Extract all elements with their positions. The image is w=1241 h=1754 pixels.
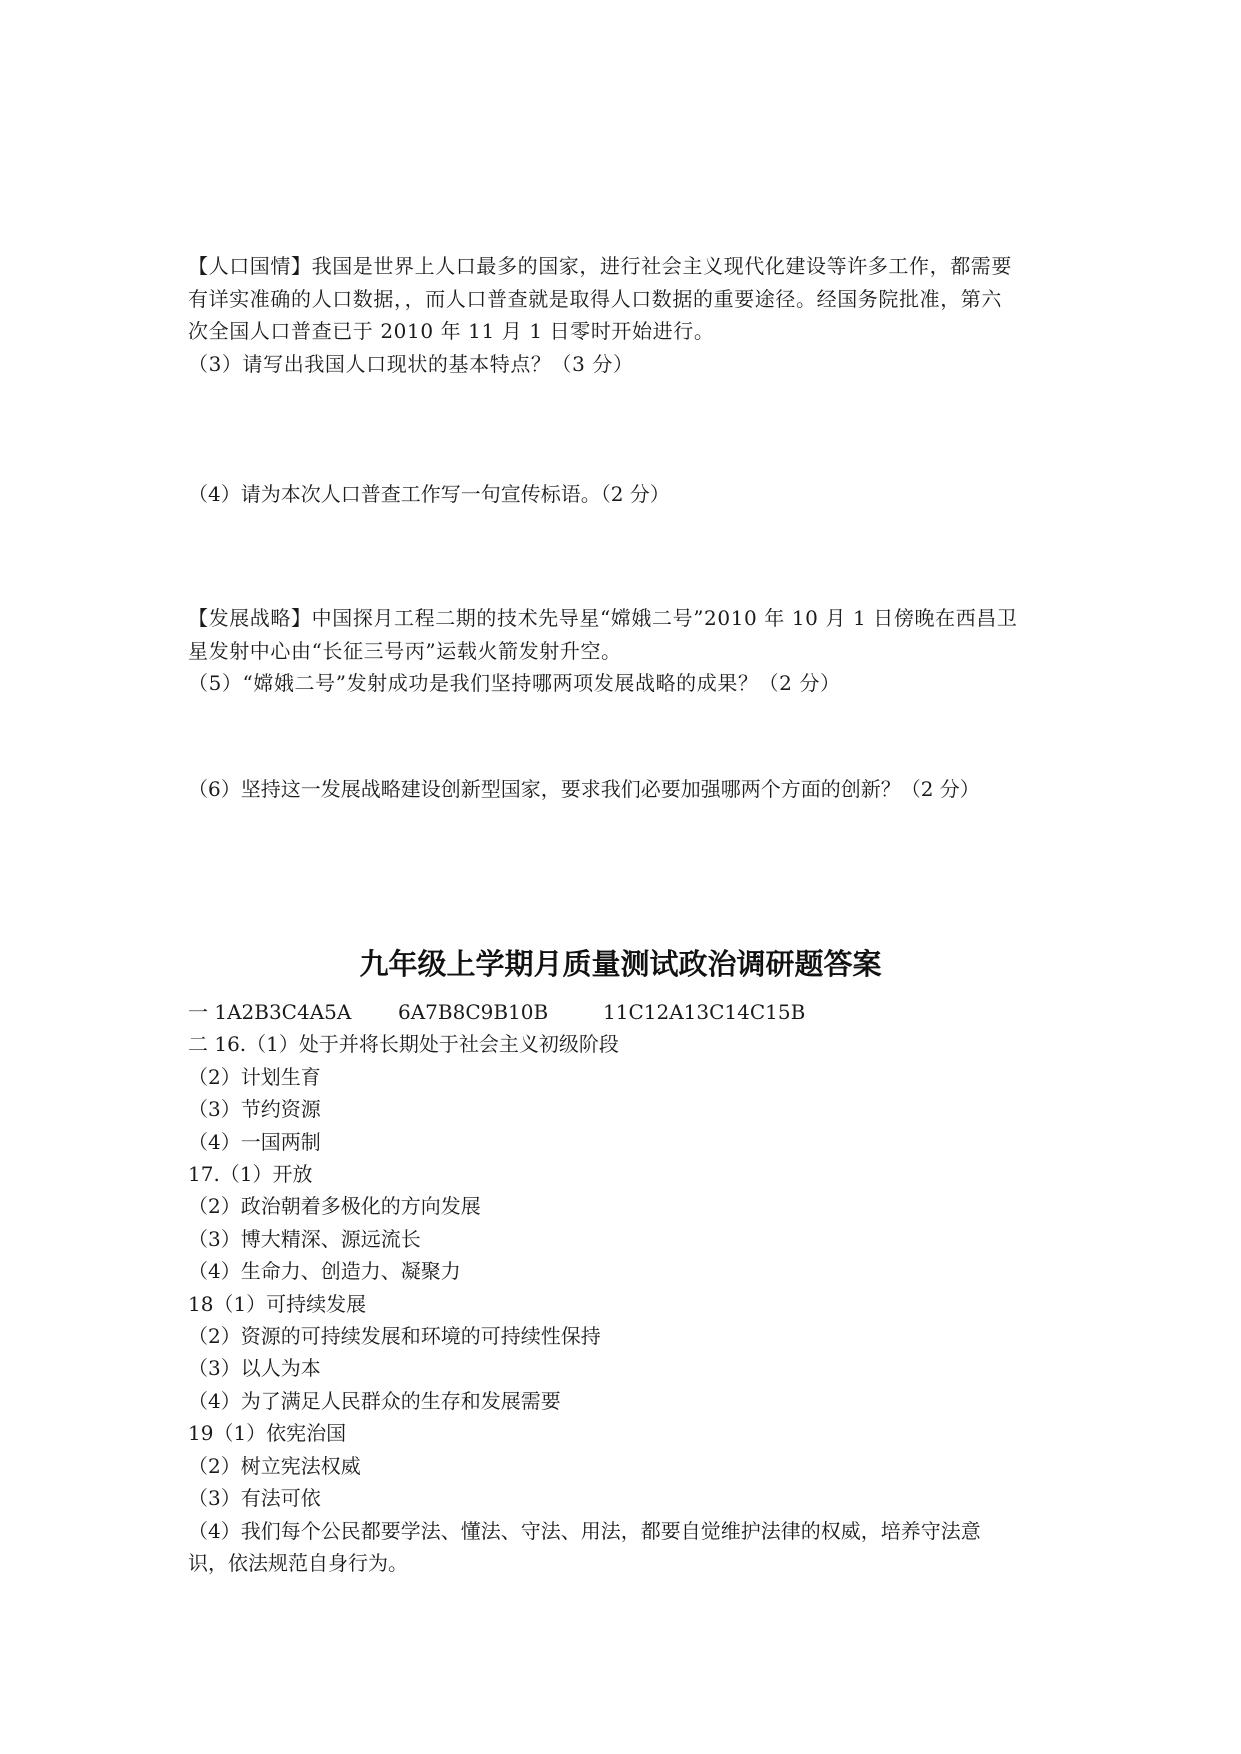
- answer-line: （4）生命力、创造力、凝聚力: [188, 1259, 461, 1284]
- answer-line: （4）一国两制: [188, 1129, 321, 1154]
- question-5: （5）“嫦娥二号”发射成功是我们坚持哪两项发展战略的成果？（2 分）: [188, 671, 841, 695]
- answer-line: （3）以人为本: [188, 1356, 321, 1381]
- answer-line: 二 16.（1）处于并将长期处于社会主义初级阶段: [188, 1032, 619, 1057]
- answer-line: （2）资源的可持续发展和环境的可持续性保持: [188, 1324, 601, 1349]
- answer-line: （2）树立宪法权威: [188, 1453, 361, 1478]
- answer-line: （3）节约资源: [188, 1097, 321, 1122]
- answer-section: [188, 996, 1068, 1579]
- answer-line: 19（1）依宪治国: [188, 1421, 347, 1446]
- population-material: [188, 250, 1058, 380]
- answer-line: （3）有法可依: [188, 1486, 321, 1511]
- mc-group-2: 6A7B8C9B10B: [398, 1000, 549, 1024]
- question-6: （6）坚持这一发展战略建设创新型国家，要求我们必要加强哪两个方面的创新？（2 分）: [188, 777, 980, 801]
- answer-line: （4）为了满足人民群众的生存和发展需要: [188, 1388, 561, 1413]
- answer-line: 识，依法规范自身行为。: [188, 1550, 408, 1575]
- answer-title: 九年级上学期月质量测试政治调研题答案: [359, 947, 882, 981]
- answer-line: （4）我们每个公民都要学法、懂法、守法、用法，都要自觉维护法律的权威，培养守法意: [188, 1518, 981, 1543]
- material-line: 次全国人口普查已于 2010 年 11 月 1 日零时开始进行。: [188, 319, 715, 343]
- answer-line: （2）政治朝着多极化的方向发展: [188, 1194, 481, 1219]
- material-line: 星发射中心由“长征三号丙”运载火箭发射升空。: [188, 638, 622, 663]
- multiple-choice-answers: [188, 996, 1068, 1028]
- strategy-material: [188, 602, 1058, 700]
- answer-line: 18（1）可持续发展: [188, 1291, 367, 1316]
- material-line: 【发展战略】中国探月工程二期的技术先导星“嫦娥二号”2010 年 10 月 1 日傍晚在西昌卫: [188, 606, 1018, 630]
- answer-line: （3）博大精深、源远流长: [188, 1226, 421, 1251]
- mc-group-1: 一 1A2B3C4A5A: [188, 1000, 352, 1024]
- question-3: （3）请写出我国人口现状的基本特点？（3 分）: [188, 351, 634, 376]
- question-4: （4）请为本次人口普查工作写一句宣传标语。（2 分）: [188, 482, 670, 506]
- material-line: 有详实准确的人口数据，，而人口普查就是取得人口数据的重要途径。经国务院批准，第六: [188, 286, 1002, 311]
- answer-line: （2）计划生育: [188, 1064, 321, 1089]
- material-line: 【人口国情】我国是世界上人口最多的国家，进行社会主义现代化建设等许多工作，都需要: [188, 254, 1012, 278]
- answer-line: 17.（1）开放: [188, 1162, 313, 1187]
- mc-group-3: 11C12A13C14C15B: [603, 1000, 806, 1024]
